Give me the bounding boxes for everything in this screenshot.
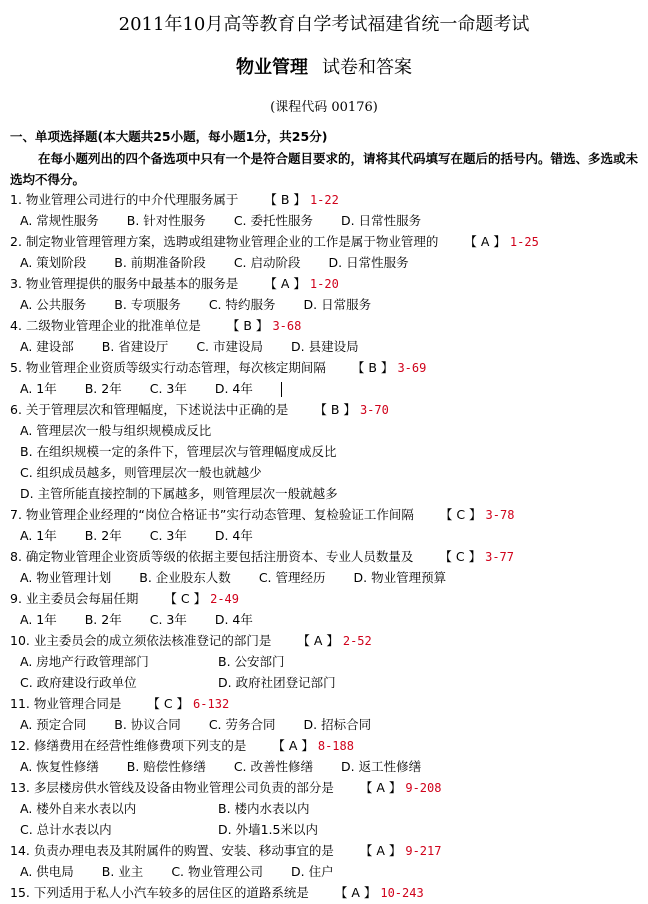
answer-option: A. 楼外自来水表以内 xyxy=(20,801,137,816)
option-row xyxy=(20,420,211,441)
answer-option: B. 专项服务 xyxy=(114,297,181,312)
question-text: 12. 修缮费用在经营性维修费项下列支的是 xyxy=(10,738,247,753)
answer-option: D. 日常性服务 xyxy=(341,213,422,228)
question-text: 15. 下列适用于私人小汽车较多的居住区的道路系统是 xyxy=(10,885,309,900)
section-heading: 一、单项选择题(本大题共25小题，每小题1分，共25分) xyxy=(10,129,328,144)
answer-reference: 10-243 xyxy=(380,886,424,900)
answer-option: C. 3年 xyxy=(149,381,187,396)
answer-option: D. 住户 xyxy=(291,864,334,879)
answer-option: A. 常规性服务 xyxy=(20,213,99,228)
answer-option: A. 1年 xyxy=(20,528,57,543)
question-stem xyxy=(10,840,441,861)
question-text: 11. 物业管理合同是 xyxy=(10,696,122,711)
option-row xyxy=(20,798,310,819)
question-text: 6. 关于管理层次和管理幅度，下述说法中正确的是 xyxy=(10,402,289,417)
question-stem xyxy=(10,735,354,756)
option-row xyxy=(20,441,337,462)
option-row xyxy=(20,609,253,630)
answer-option: A. 恢复性修缮 xyxy=(20,759,99,774)
answer-option: D. 政府社团登记部门 xyxy=(218,675,336,690)
question-text: 4. 二级物业管理企业的批准单位是 xyxy=(10,318,201,333)
answer-option: A. 建设部 xyxy=(20,339,74,354)
answer-option: C. 劳务合同 xyxy=(208,717,276,732)
answer-option: C. 政府建设行政单位 xyxy=(20,675,137,690)
answer-option: A. 预定合同 xyxy=(20,717,87,732)
question-stem xyxy=(10,546,514,567)
text-cursor xyxy=(281,382,282,397)
answer-bracket: 【 A 】 xyxy=(359,780,402,795)
option-row xyxy=(20,525,253,546)
answer-option: B. 企业股东人数 xyxy=(139,570,231,585)
answer-option: D. 4年 xyxy=(214,612,253,627)
answer-reference: 6-132 xyxy=(193,697,230,711)
answer-option: C. 改善性修缮 xyxy=(233,759,313,774)
question-text: 5. 物业管理企业资质等级实行动态管理，每次核定期间隔 xyxy=(10,360,326,375)
answer-bracket: 【 A 】 xyxy=(334,885,377,900)
question-stem xyxy=(10,399,389,420)
answer-bracket: 【 A 】 xyxy=(264,276,306,291)
answer-option: A. 物业管理计划 xyxy=(20,570,112,585)
option-row xyxy=(20,567,446,588)
answer-option: D. 物业管理预算 xyxy=(353,570,447,585)
answer-reference: 9-208 xyxy=(405,781,442,795)
answer-reference: 3-70 xyxy=(359,403,389,417)
answer-option: B. 赔偿性修缮 xyxy=(126,759,206,774)
question-stem xyxy=(10,777,441,798)
subject-suffix: 试卷和答案 xyxy=(322,57,412,78)
answer-option: D. 县建设局 xyxy=(291,339,359,354)
option-row xyxy=(20,210,421,231)
answer-reference: 3-77 xyxy=(485,550,514,564)
answer-bracket: 【 A 】 xyxy=(272,738,314,753)
question-stem xyxy=(10,189,339,210)
question-text: 13. 多层楼房供水管线及设备由物业管理公司负责的部分是 xyxy=(10,780,334,795)
answer-option: C. 物业管理公司 xyxy=(171,864,263,879)
answer-option: B. 业主 xyxy=(101,864,144,879)
answer-option: A. 供电局 xyxy=(20,864,74,879)
question-stem xyxy=(10,357,426,378)
answer-option: D. 日常服务 xyxy=(303,297,372,312)
answer-option: C. 3年 xyxy=(149,612,187,627)
answer-reference: 3-68 xyxy=(272,319,302,333)
question-stem xyxy=(10,231,539,252)
answer-reference: 3-69 xyxy=(397,361,427,375)
answer-option: B. 2年 xyxy=(84,528,122,543)
option-row xyxy=(20,483,338,504)
answer-bracket: 【 B 】 xyxy=(226,318,269,333)
answer-option: B. 2年 xyxy=(84,612,122,627)
answer-option: C. 3年 xyxy=(149,528,187,543)
option-row xyxy=(20,294,371,315)
answer-option: B. 在组织规模一定的条件下，管理层次与管理幅度成反比 xyxy=(20,444,337,459)
question-stem xyxy=(10,693,229,714)
course-code: (课程代码 00176) xyxy=(270,100,378,115)
answer-option: B. 公安部门 xyxy=(218,654,285,669)
answer-reference: 2-49 xyxy=(210,592,239,606)
answer-option: C. 管理经历 xyxy=(258,570,326,585)
answer-option: A. 1年 xyxy=(20,381,57,396)
answer-bracket: 【 C 】 xyxy=(439,507,482,522)
question-stem xyxy=(10,630,372,651)
answer-option: D. 招标合同 xyxy=(303,717,372,732)
question-text: 9. 业主委员会每届任期 xyxy=(10,591,139,606)
option-row xyxy=(20,252,409,273)
question-text: 3. 物业管理提供的服务中最基本的服务是 xyxy=(10,276,239,291)
answer-option: D. 4年 xyxy=(214,381,253,396)
option-row xyxy=(20,756,421,777)
question-stem xyxy=(10,273,339,294)
answer-bracket: 【 A 】 xyxy=(297,633,339,648)
answer-option: D. 4年 xyxy=(214,528,253,543)
answer-option: B. 前期准备阶段 xyxy=(114,255,206,270)
answer-option: A. 房地产行政管理部门 xyxy=(20,654,149,669)
answer-reference: 1-20 xyxy=(309,277,339,291)
answer-option: A. 1年 xyxy=(20,612,57,627)
answer-bracket: 【 A 】 xyxy=(464,234,506,249)
question-text: 10. 业主委员会的成立须依法核准登记的部门是 xyxy=(10,633,272,648)
answer-option: B. 协议合同 xyxy=(114,717,181,732)
answer-option: C. 启动阶段 xyxy=(233,255,301,270)
answer-reference: 8-188 xyxy=(317,739,354,753)
answer-option: C. 市建设局 xyxy=(196,339,263,354)
answer-bracket: 【 B 】 xyxy=(314,402,356,417)
answer-reference: 9-217 xyxy=(405,844,442,858)
option-row xyxy=(20,819,318,840)
answer-reference: 3-78 xyxy=(485,508,515,522)
answer-reference: 2-52 xyxy=(342,634,372,648)
answer-option: A. 管理层次一般与组织规模成反比 xyxy=(20,423,212,438)
answer-option: B. 2年 xyxy=(84,381,122,396)
section-instruction: 在每小题列出的四个备选项中只有一个是符合题目要求的，请将其代码填写在题后的括号内。错选、多选或未选均不得分。 xyxy=(10,151,639,187)
answer-option: B. 省建设厅 xyxy=(101,339,169,354)
answer-option: D. 日常性服务 xyxy=(328,255,409,270)
answer-reference: 1-22 xyxy=(309,193,339,207)
option-row xyxy=(20,714,371,735)
option-row xyxy=(20,651,285,672)
option-row xyxy=(20,861,334,882)
option-row xyxy=(20,336,359,357)
question-text: 7. 物业管理企业经理的“岗位合格证书”实行动态管理、复检验证工作间隔 xyxy=(10,507,414,522)
answer-option: B. 针对性服务 xyxy=(126,213,206,228)
answer-bracket: 【 C 】 xyxy=(164,591,207,606)
answer-option: C. 组织成员越多，则管理层次一般也就越少 xyxy=(20,465,262,480)
answer-bracket: 【 C 】 xyxy=(439,549,482,564)
option-row xyxy=(20,378,282,399)
answer-option: D. 外墙1.5米以内 xyxy=(218,822,318,837)
exam-title: 2011年10月高等教育自学考试福建省统一命题考试 xyxy=(118,14,530,35)
answer-option: B. 楼内水表以内 xyxy=(218,801,310,816)
question-text: 8. 确定物业管理企业资质等级的依据主要包括注册资本、专业人员数量及 xyxy=(10,549,414,564)
question-text: 14. 负责办理电表及其附属件的购置、安装、移动事宜的是 xyxy=(10,843,334,858)
question-stem xyxy=(10,588,239,609)
answer-option: D. 主管所能直接控制的下属越多，则管理层次一般就越多 xyxy=(20,486,338,501)
answer-bracket: 【 B 】 xyxy=(264,192,306,207)
question-text: 1. 物业管理公司进行的中介代理服务属于 xyxy=(10,192,239,207)
answer-option: C. 特约服务 xyxy=(208,297,276,312)
answer-option: D. 返工性修缮 xyxy=(341,759,422,774)
option-row xyxy=(20,672,336,693)
answer-option: C. 委托性服务 xyxy=(233,213,313,228)
answer-bracket: 【 A 】 xyxy=(359,843,402,858)
subject-line xyxy=(0,53,648,79)
answer-option: A. 公共服务 xyxy=(20,297,87,312)
answer-bracket: 【 C 】 xyxy=(147,696,190,711)
answer-reference: 1-25 xyxy=(509,235,539,249)
subject-name: 物业管理 xyxy=(236,57,308,78)
question-stem xyxy=(10,315,301,336)
question-stem xyxy=(10,504,514,525)
question-text: 2. 制定物业管理管理方案，选聘或组建物业管理企业的工作是属于物业管理的 xyxy=(10,234,439,249)
option-row xyxy=(20,462,262,483)
answer-option: C. 总计水表以内 xyxy=(20,822,112,837)
answer-option: A. 策划阶段 xyxy=(20,255,87,270)
answer-bracket: 【 B 】 xyxy=(351,360,394,375)
